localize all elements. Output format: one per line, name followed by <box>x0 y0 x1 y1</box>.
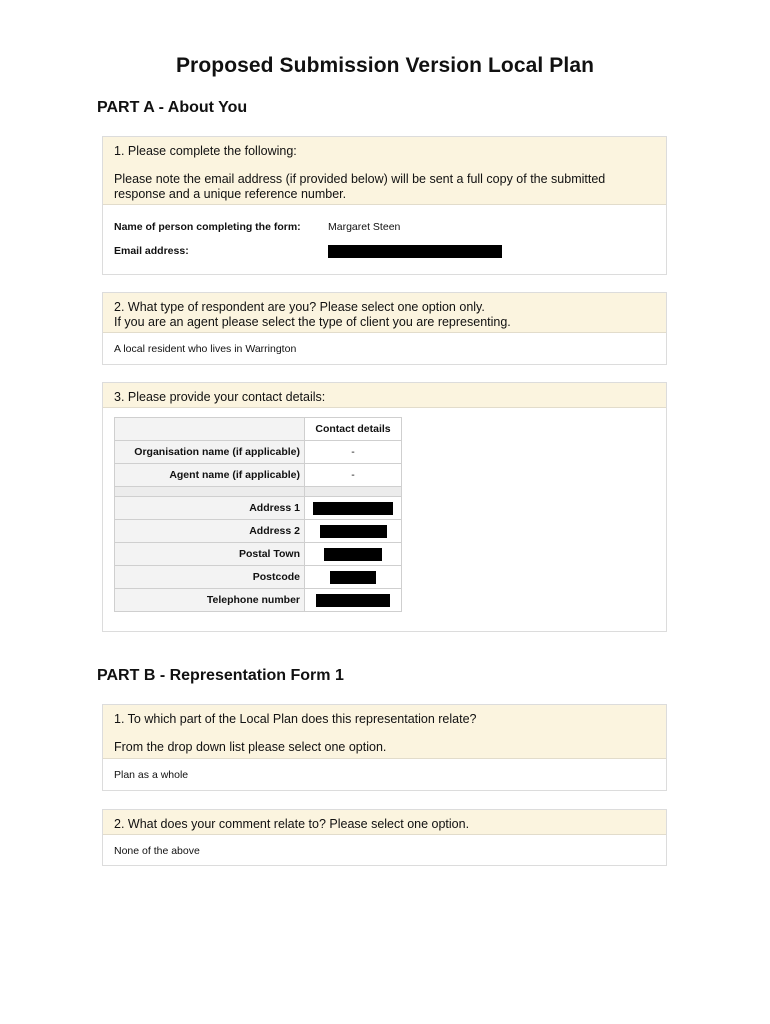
table-row <box>115 566 402 589</box>
spacer-cell <box>305 487 402 497</box>
part-b-heading: PART B - Representation Form 1 <box>97 667 344 684</box>
question-box-plan-part <box>102 704 667 791</box>
answer-text: Plan as a whole <box>114 769 189 781</box>
question-header <box>103 810 666 835</box>
question-note: If you are an agent please select the type of client you are representing. <box>114 315 511 329</box>
table-spacer-row <box>115 487 402 497</box>
question-text: 1. To which part of the Local Plan does this representation relate? <box>114 712 477 726</box>
redaction-block <box>320 525 387 538</box>
contact-details-table <box>114 417 402 612</box>
part-a-heading: PART A - About You <box>97 99 248 116</box>
row-label: Organisation name (if applicable) <box>115 441 305 464</box>
row-value <box>305 589 402 612</box>
table-row <box>115 464 402 487</box>
name-label: Name of person completing the form: <box>114 221 301 233</box>
table-row <box>115 441 402 464</box>
row-label: Postcode <box>115 566 305 589</box>
email-label: Email address: <box>114 245 189 257</box>
row-value: - <box>305 464 402 487</box>
email-row <box>114 239 655 263</box>
table-column-header: Contact details <box>305 418 402 441</box>
question-header <box>103 705 666 759</box>
question-answer-area <box>103 205 666 271</box>
table-row <box>115 589 402 612</box>
question-text: 2. What does your comment relate to? Please select one option. <box>114 817 470 831</box>
question-header <box>103 137 666 205</box>
answer-text: None of the above <box>114 845 200 857</box>
question-box-contact-details <box>102 382 667 632</box>
question-header <box>103 383 666 408</box>
question-note: From the drop down list please select one option. <box>114 740 387 754</box>
table-row <box>115 543 402 566</box>
question-box-respondent-type <box>102 292 667 365</box>
spacer-cell <box>115 487 305 497</box>
document-title: Proposed Submission Version Local Plan <box>175 54 595 77</box>
question-header <box>103 293 666 333</box>
question-text: 1. Please complete the following: <box>114 144 297 158</box>
table-header-blank <box>115 418 305 441</box>
row-label: Address 1 <box>115 497 305 520</box>
row-label: Address 2 <box>115 520 305 543</box>
table-header-row <box>115 418 402 441</box>
name-row <box>114 215 655 239</box>
table-row <box>115 520 402 543</box>
table-row <box>115 497 402 520</box>
row-value: - <box>305 441 402 464</box>
row-value <box>305 497 402 520</box>
row-value <box>305 566 402 589</box>
email-redaction <box>328 245 502 258</box>
redaction-block <box>324 548 382 561</box>
redaction-block <box>313 502 393 515</box>
question-box-contact-form <box>102 136 667 275</box>
row-label: Postal Town <box>115 543 305 566</box>
question-text: 3. Please provide your contact details: <box>114 390 326 404</box>
row-value <box>305 543 402 566</box>
question-note: Please note the email address (if provided below) will be sent a full copy of the submitted response and a unique reference number. <box>114 172 606 201</box>
row-value <box>305 520 402 543</box>
question-text: 2. What type of respondent are you? Please select one option only. <box>114 300 485 314</box>
name-value: Margaret Steen <box>328 221 401 233</box>
row-label: Telephone number <box>115 589 305 612</box>
row-label: Agent name (if applicable) <box>115 464 305 487</box>
redaction-block <box>330 571 376 584</box>
redaction-block <box>316 594 390 607</box>
question-box-comment-relation <box>102 809 667 866</box>
answer-text: A local resident who lives in Warrington <box>114 343 297 355</box>
